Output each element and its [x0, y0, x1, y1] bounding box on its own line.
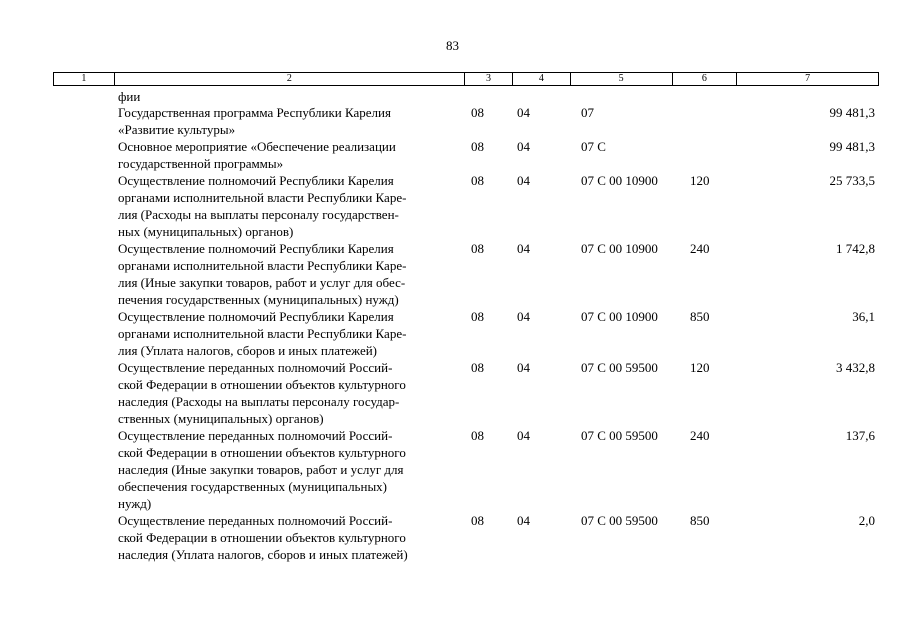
row-target-article: 07 С 00 59500: [581, 360, 658, 375]
table-body: [53, 104, 879, 563]
table-row: [53, 240, 879, 308]
row-section: 08: [471, 241, 484, 256]
row-expense-type: 850: [690, 513, 710, 528]
table-row: [53, 359, 879, 427]
header-col-1: 1: [54, 73, 115, 85]
row-amount: 36,1: [852, 309, 875, 324]
row-target-article: 07 С 00 10900: [581, 173, 658, 188]
row-section: 08: [471, 139, 484, 154]
row-expense-type: 120: [690, 360, 710, 375]
table-row: [53, 308, 879, 359]
row-target-article: 07 С 00 10900: [581, 241, 658, 256]
row-section: 08: [471, 428, 484, 443]
row-amount: 25 733,5: [829, 173, 875, 188]
table-row: [53, 512, 879, 563]
row-name: Осуществление переданных полномочий Россий- ской Федерации в отношении объектов культурного наследия (Иные закупки товаров, работ и услуг для обеспечения государственных (муниципальных) нужд): [118, 428, 406, 511]
row-name: Осуществление полномочий Республики Карелия органами исполнительной власти Республики Каре- лия (Расходы на выплаты персоналу государствен- ных (муниципальных) органов): [118, 173, 407, 239]
header-col-3: 3: [465, 73, 513, 85]
row-section: 08: [471, 360, 484, 375]
row-subsection: 04: [517, 241, 530, 256]
continuation-text: фии: [118, 89, 141, 104]
row-subsection: 04: [517, 173, 530, 188]
row-target-article: 07 С 00 59500: [581, 513, 658, 528]
row-subsection: 04: [517, 428, 530, 443]
row-subsection: 04: [517, 105, 530, 120]
row-subsection: 04: [517, 139, 530, 154]
row-expense-type: 240: [690, 428, 710, 443]
table-row: [53, 172, 879, 240]
row-name: Осуществление переданных полномочий Россий- ской Федерации в отношении объектов культурного наследия (Уплата налогов, сборов и иных платежей): [118, 513, 408, 562]
row-amount: 99 481,3: [829, 105, 875, 120]
row-amount: 2,0: [858, 513, 875, 528]
row-target-article: 07: [581, 105, 594, 120]
row-amount: 3 432,8: [836, 360, 875, 375]
row-name: Государственная программа Республики Карелия «Развитие культуры»: [118, 105, 391, 137]
row-section: 08: [471, 309, 484, 324]
row-name: Осуществление переданных полномочий Россий- ской Федерации в отношении объектов культурного наследия (Расходы на выплаты персоналу государ- ственных (муниципальных) органов): [118, 360, 406, 426]
row-target-article: 07 С: [581, 139, 606, 154]
row-name: Осуществление полномочий Республики Карелия органами исполнительной власти Республики Каре- лия (Уплата налогов, сборов и иных платежей): [118, 309, 407, 358]
table-header-row: [53, 72, 879, 86]
row-expense-type: 120: [690, 173, 710, 188]
row-amount: 137,6: [845, 428, 875, 443]
row-target-article: 07 С 00 59500: [581, 428, 658, 443]
table-row: [53, 427, 879, 512]
row-subsection: 04: [517, 360, 530, 375]
header-col-5: 5: [571, 73, 673, 85]
table-row: [53, 104, 879, 138]
row-name: Осуществление полномочий Республики Карелия органами исполнительной власти Республики Каре- лия (Иные закупки товаров, работ и услуг для обес- печения государственных (муниципальных) нужд): [118, 241, 407, 307]
header-col-6: 6: [673, 73, 738, 85]
row-section: 08: [471, 105, 484, 120]
row-amount: 1 742,8: [836, 241, 875, 256]
row-section: 08: [471, 513, 484, 528]
row-amount: 99 481,3: [829, 139, 875, 154]
row-section: 08: [471, 173, 484, 188]
row-target-article: 07 С 00 10900: [581, 309, 658, 324]
row-expense-type: 240: [690, 241, 710, 256]
table-row: [53, 138, 879, 172]
row-expense-type: 850: [690, 309, 710, 324]
header-col-2: 2: [115, 73, 465, 85]
header-col-4: 4: [513, 73, 571, 85]
row-subsection: 04: [517, 513, 530, 528]
row-name: Основное мероприятие «Обеспечение реализации государственной программы»: [118, 139, 396, 171]
row-subsection: 04: [517, 309, 530, 324]
header-col-7: 7: [805, 73, 811, 84]
page-number: 83: [446, 38, 459, 53]
